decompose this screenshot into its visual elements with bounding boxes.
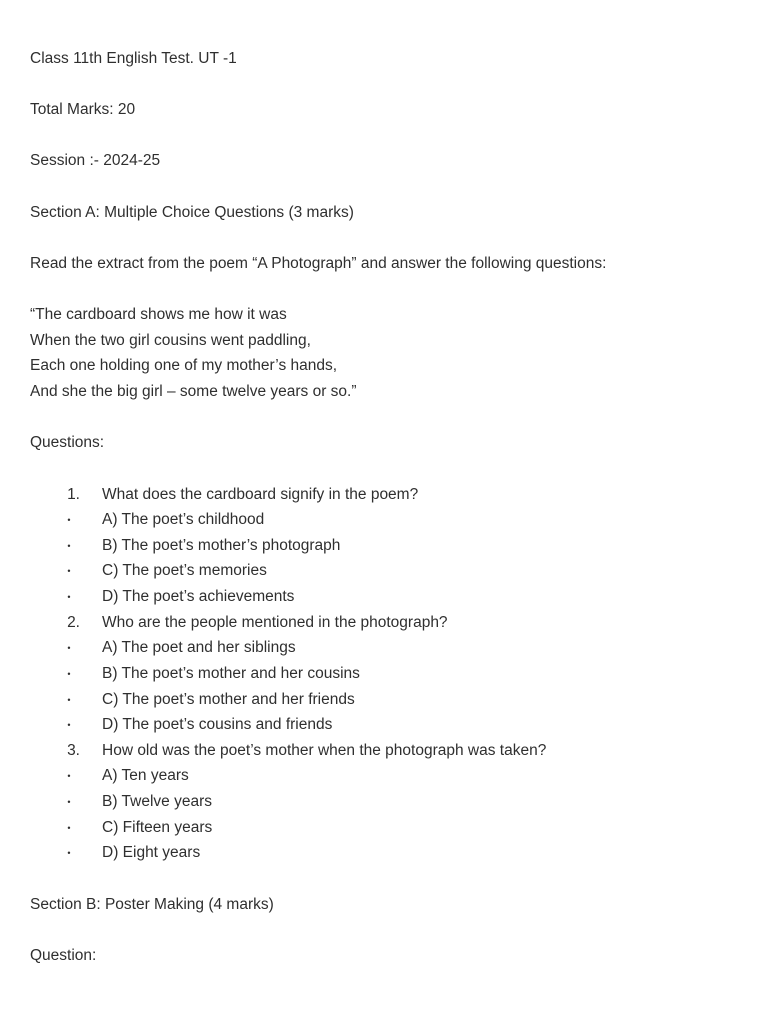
- section-b-heading: Section B: Poster Making (4 marks): [30, 896, 274, 913]
- extract-line: And she the big girl – some twelve years or so.”: [30, 383, 357, 400]
- section-b-question-label: Question:: [30, 947, 97, 964]
- option-text: A) The poet’s childhood: [102, 511, 265, 528]
- bullet-icon: •: [67, 515, 71, 525]
- option-text: B) The poet’s mother and her cousins: [102, 665, 360, 682]
- option-text: C) Fifteen years: [102, 819, 213, 836]
- total-marks: Total Marks: 20: [30, 101, 136, 118]
- bullet-icon: •: [67, 566, 71, 576]
- bullet-icon: •: [67, 592, 71, 602]
- bullet-icon: •: [67, 669, 71, 679]
- question-number: 2.: [67, 614, 80, 631]
- instruction-text: Read the extract from the poem “A Photograph” and answer the following questions:: [30, 255, 607, 272]
- extract-line: “The cardboard shows me how it was: [30, 306, 287, 323]
- bullet-icon: •: [67, 695, 71, 705]
- bullet-icon: •: [67, 823, 71, 833]
- question-text: What does the cardboard signify in the poem?: [102, 486, 419, 503]
- questions-label: Questions:: [30, 434, 105, 451]
- option-text: B) Twelve years: [102, 793, 212, 810]
- option-text: B) The poet’s mother’s photograph: [102, 537, 341, 554]
- option-text: D) Eight years: [102, 844, 201, 861]
- section-a-heading: Section A: Multiple Choice Questions (3 marks): [30, 204, 354, 221]
- bullet-icon: •: [67, 848, 71, 858]
- option-text: C) The poet’s mother and her friends: [102, 691, 355, 708]
- bullet-icon: •: [67, 541, 71, 551]
- extract-line: Each one holding one of my mother’s hands,: [30, 357, 338, 374]
- extract-line: When the two girl cousins went paddling,: [30, 332, 311, 349]
- bullet-icon: •: [67, 797, 71, 807]
- bullet-icon: •: [67, 643, 71, 653]
- session: Session :- 2024-25: [30, 152, 161, 169]
- bullet-icon: •: [67, 720, 71, 730]
- bullet-icon: •: [67, 771, 71, 781]
- question-text: Who are the people mentioned in the photograph?: [102, 614, 448, 631]
- option-text: D) The poet’s cousins and friends: [102, 716, 333, 733]
- test-title: Class 11th English Test. UT -1: [30, 50, 237, 67]
- question-number: 1.: [67, 486, 80, 503]
- option-text: A) Ten years: [102, 767, 189, 784]
- option-text: C) The poet’s memories: [102, 562, 267, 579]
- option-text: D) The poet’s achievements: [102, 588, 295, 605]
- option-text: A) The poet and her siblings: [102, 639, 296, 656]
- question-number: 3.: [67, 742, 80, 759]
- question-text: How old was the poet’s mother when the photograph was taken?: [102, 742, 547, 759]
